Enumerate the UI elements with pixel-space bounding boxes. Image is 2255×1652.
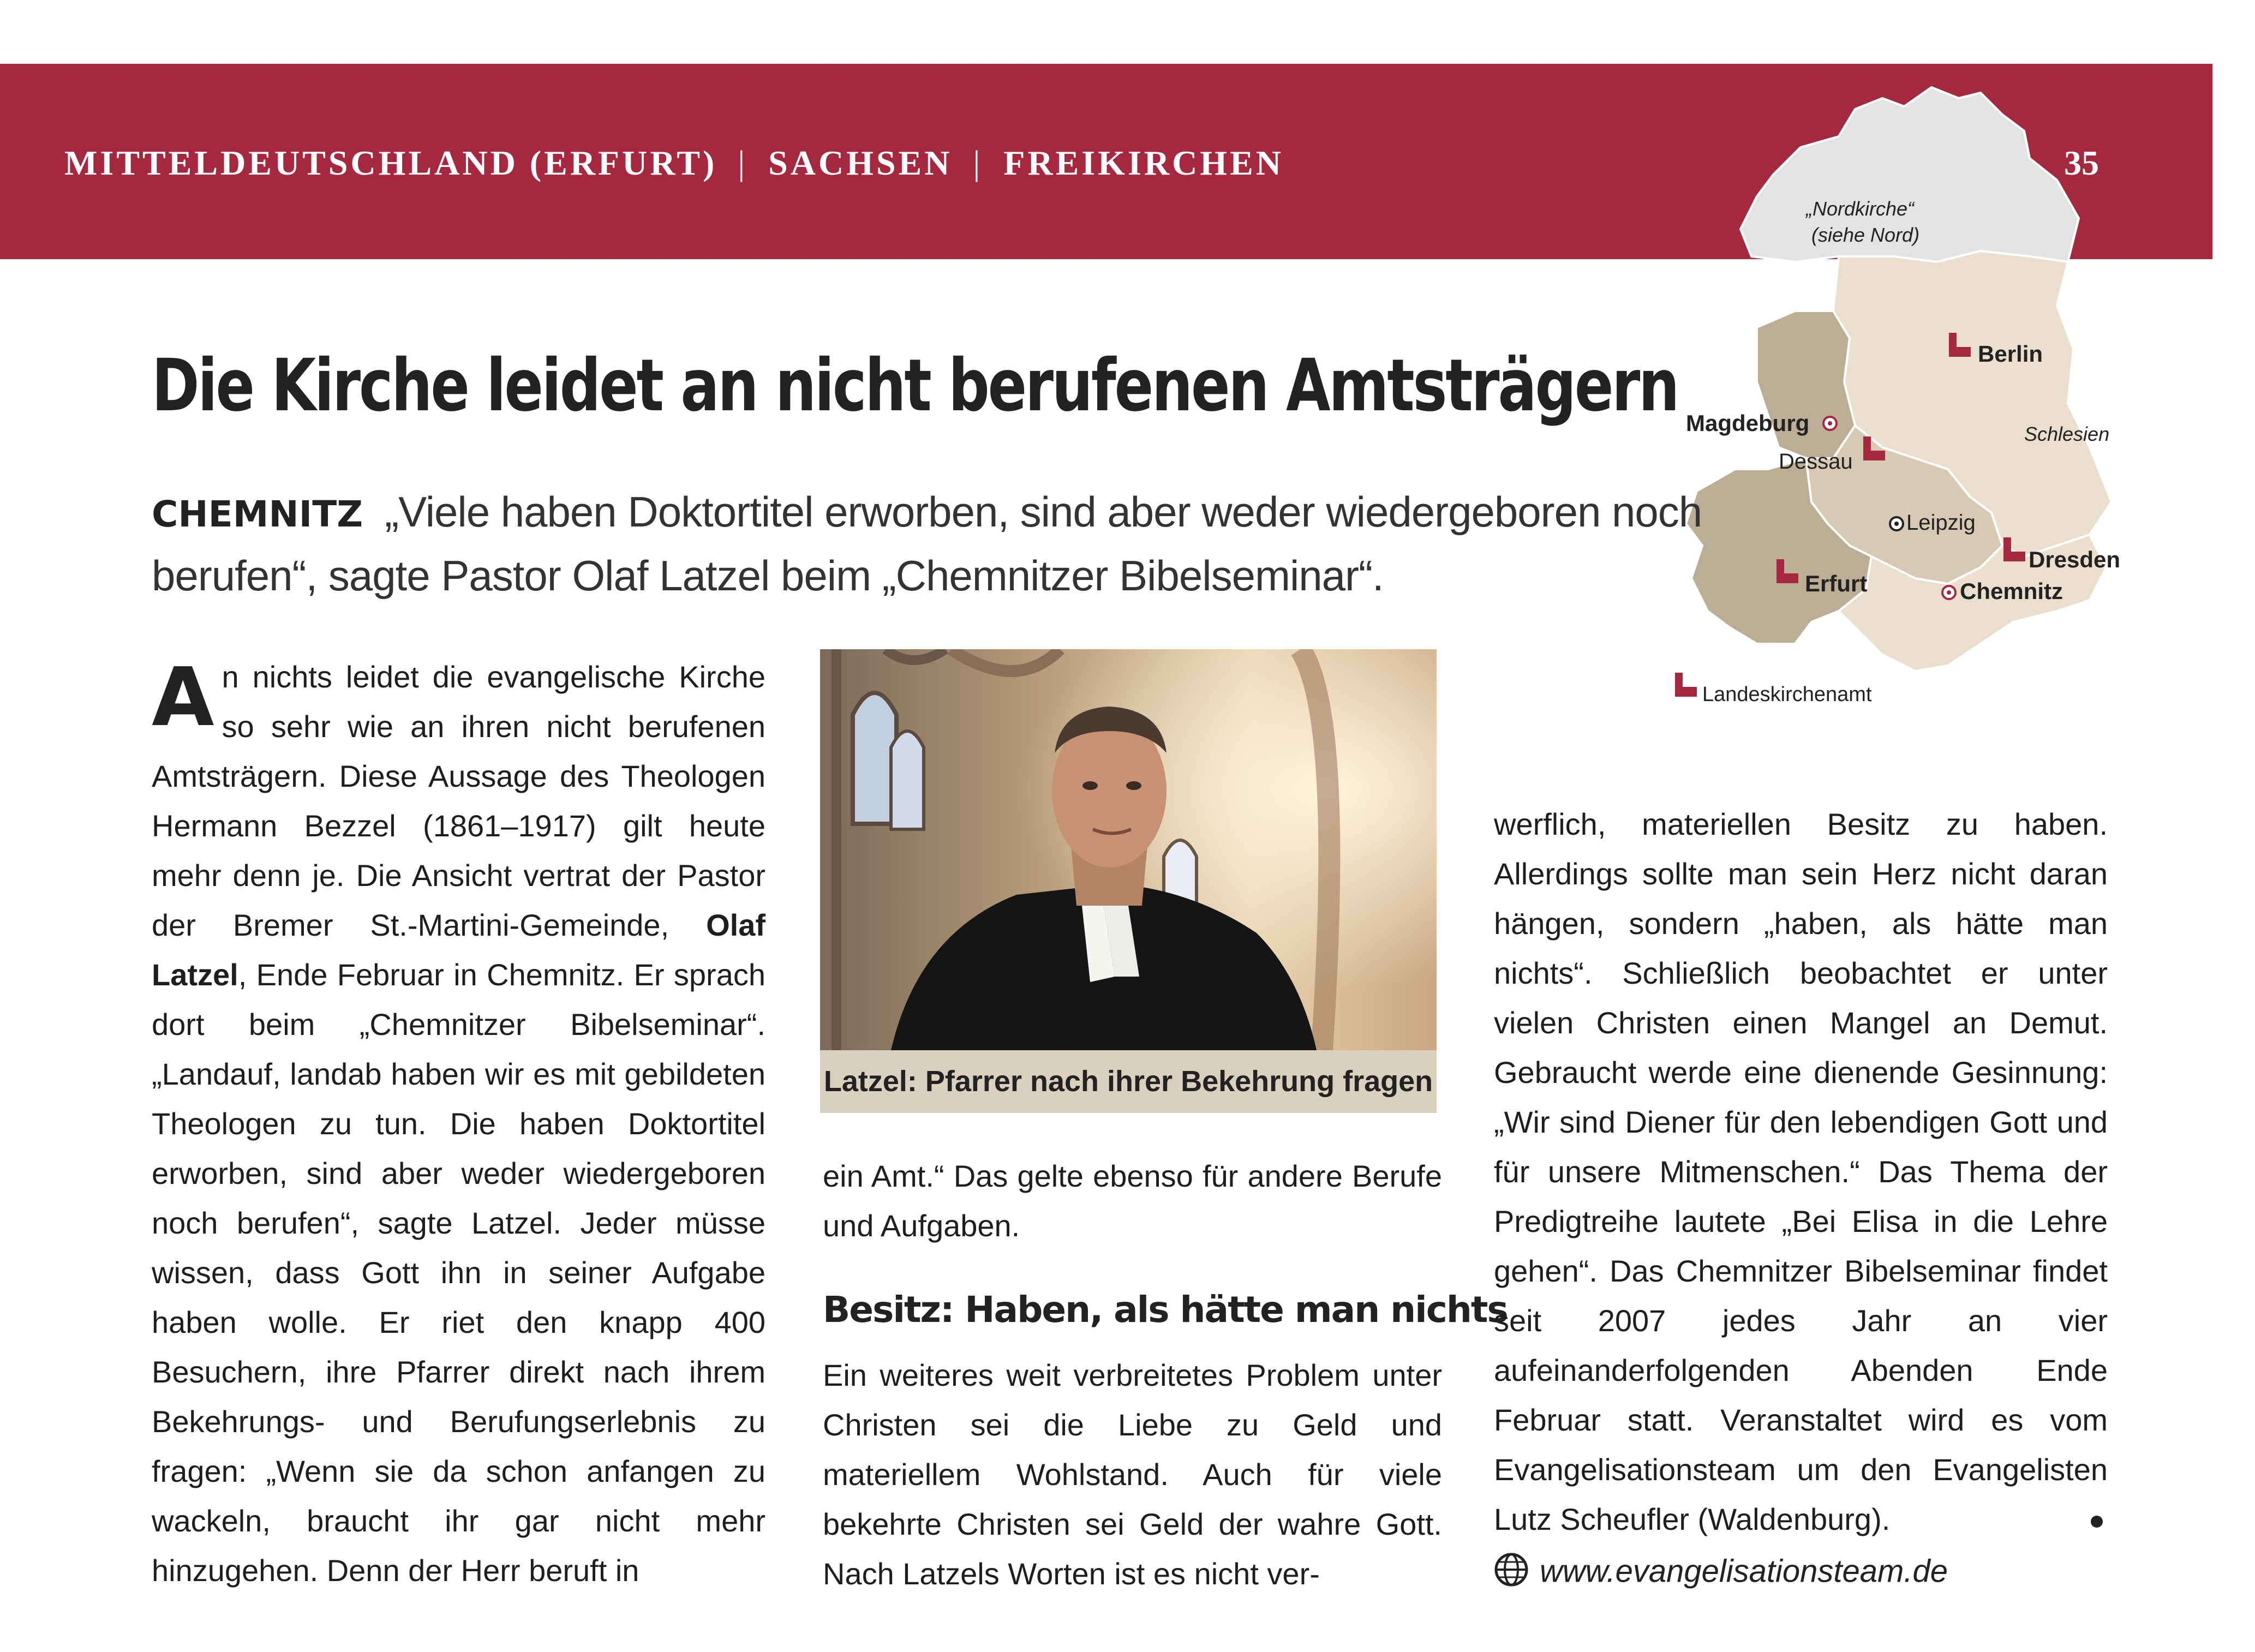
map-graphic — [1675, 76, 2221, 720]
article-column-2-bottom — [823, 1350, 1442, 1599]
breadcrumb-separator: | — [973, 143, 983, 182]
article-headline: Die Kirche leidet an nicht berufenen Amtsträgern — [152, 344, 1678, 428]
article-column-3 — [1494, 799, 2108, 1544]
map-label-nordkirche: „Nordkirche“ — [1806, 197, 1915, 220]
breadcrumb — [64, 143, 1284, 183]
article-lead — [152, 481, 1789, 606]
photo-caption: Latzel: Pfarrer nach ihrer Bekehrung fragen — [820, 1050, 1437, 1113]
lead-text: „Viele haben Doktortitel erworben, sind aber weder wiedergeboren noch berufen“, sagte Pastor Olaf Latzel beim „Chemnitzer Bibelseminar“. — [152, 488, 1702, 600]
city-dot-leipzig — [1890, 517, 1903, 530]
map-legend-label: Landeskirchenamt — [1702, 683, 1872, 706]
col2-text-part1: ein Amt.“ Das gelte ebenso für andere Berufe und Aufgaben. — [823, 1159, 1442, 1243]
end-mark — [2091, 1516, 2103, 1528]
col3-text: werflich, materiellen Besitz zu haben. Allerdings sollte man sein Herz nicht daran hängen, sondern „haben, als hätte man nichts“. Schließlich beobachtet er unter vielen Christen einen Mangel an Demut. Gebraucht werde eine dienende Gesinnung: „Wir sind Diener für den lebendigen Gott und für unsere Mitmenschen.“ Das Thema der Predigtreihe lautete „Bei Elisa in die Lehre gehen“. Das Chemnitzer Bibelseminar findet seit 2007 jedes Jahr an vier aufeinanderfolgenden Abenden Ende Februar statt. Veranstaltet wird es vom Evangelisationsteam um den Evangelisten Lutz Scheufler (Waldenburg). — [1494, 807, 2108, 1536]
region-map — [1675, 76, 2221, 720]
map-label-schlesien: Schlesien — [2024, 423, 2110, 445]
globe-icon — [1494, 1552, 1529, 1595]
city-dot-magdeburg — [1823, 417, 1837, 430]
map-label-dresden: Dresden — [2029, 547, 2121, 572]
map-label-berlin: Berlin — [1978, 341, 2043, 367]
map-label-chemnitz: Chemnitz — [1960, 578, 2063, 604]
col2-text-part2: Ein weiteres weit verbreitetes Problem unter Christen sei die Liebe zu Geld und materiellem Wohlstand. Auch für viele bekehrte Christen sei Geld der wahre Gott. Nach Latzels Worten ist es nicht ver- — [823, 1358, 1442, 1591]
map-label-siehe-nord: (siehe Nord) — [1811, 224, 1920, 246]
map-label-leipzig: Leipzig — [1906, 511, 1976, 535]
map-label-erfurt: Erfurt — [1805, 571, 1868, 596]
col1-text-part2: , Ende Februar in Chemnitz. Er sprach dort beim „Chemnitzer Bibelseminar“. „Landauf, landab haben wir es mit gebildeten Theologen zu tun. Die haben Doktortitel erworben, sind aber weder wiedergeboren noch berufen“, sagte Latzel. Jeder müsse wissen, dass Gott ihn in seiner Aufgabe haben wolle. Er riet den knapp 400 Besuchern, ihre Pfarrer direkt nach ihrem Bekehrungs- und Berufungserlebnis zu fragen: „Wenn sie da schon anfangen zu wackeln, braucht ihr gar nicht mehr hinzugehen. Denn der Herr beruft in — [152, 957, 765, 1588]
article-column-2-top — [823, 1151, 1442, 1250]
map-label-dessau: Dessau — [1779, 450, 1853, 474]
breadcrumb-separator: | — [738, 143, 748, 182]
city-dot-chemnitz — [1942, 586, 1955, 599]
breadcrumb-state: SACHSEN — [768, 143, 953, 182]
photo-image — [820, 649, 1437, 1050]
page-number: 35 — [2064, 143, 2099, 182]
map-label-magdeburg: Magdeburg — [1686, 410, 1810, 436]
article-column-1 — [152, 652, 765, 1595]
drop-cap: A — [152, 650, 214, 744]
dateline: CHEMNITZ — [152, 493, 363, 535]
website-url[interactable]: www.evangelisationsteam.de — [1540, 1553, 1948, 1589]
church-marker-legend — [1675, 673, 1697, 697]
pastor-photo — [820, 649, 1437, 1050]
article-subheading: Besitz: Haben, als hätte man nichts — [823, 1289, 1508, 1331]
breadcrumb-section: FREIKIRCHEN — [1003, 143, 1284, 182]
breadcrumb-region: MITTELDEUTSCHLAND (ERFURT) — [64, 143, 717, 182]
website-link[interactable] — [1494, 1552, 1948, 1595]
person-name: Olaf Latzel — [152, 908, 765, 992]
col1-text-part1: n nichts leidet die evangelische Kirche so sehr wie an ihren nicht berufenen Amtsträgern. Diese Aussage des Theologen Hermann Bezzel (1861–1917) gilt heute mehr denn je. Die Ansicht vertrat der Pastor der Bremer St.-Martini-Gemeinde, — [152, 660, 765, 942]
